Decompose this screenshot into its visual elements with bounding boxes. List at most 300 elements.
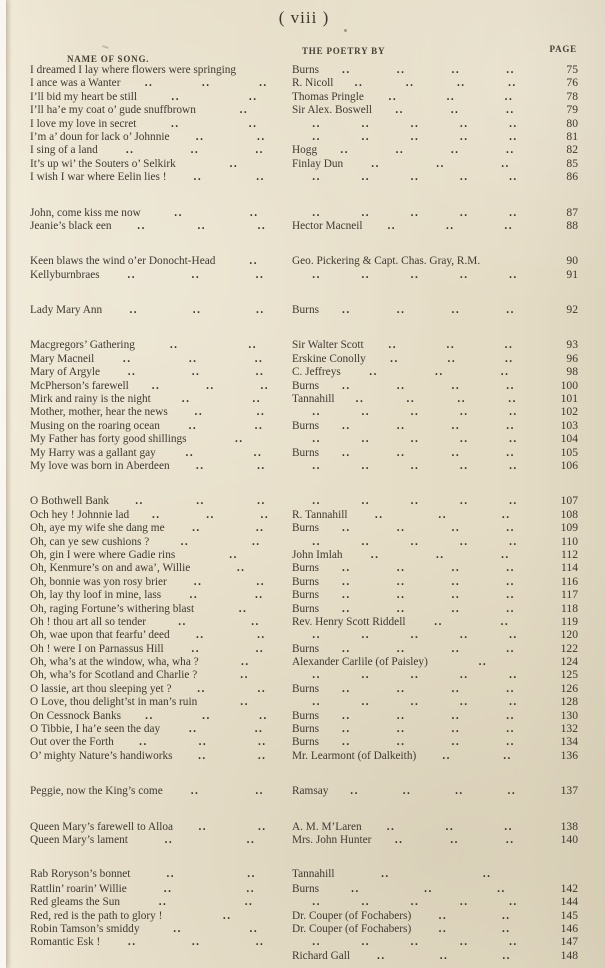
leader-dots: .. [191, 268, 201, 281]
leader-dots: .. [509, 433, 518, 446]
leader-dots: .. [249, 255, 259, 268]
leader-dots: .. [127, 268, 137, 281]
poetry-author-zone [292, 304, 538, 317]
leader-dots: .. [249, 922, 259, 935]
poetry-author: Finlay Dun [292, 157, 344, 170]
poetry-author: Hector Macneil [292, 219, 363, 232]
poetry-author: Burns [292, 709, 319, 722]
leader-dots: .. [500, 615, 510, 628]
poetry-author-zone [292, 509, 538, 522]
leader-dots: .. [509, 535, 518, 548]
page-number: 142 [560, 881, 578, 895]
page-number: 103 [560, 418, 578, 432]
leader-dots: .. [459, 406, 469, 419]
song-title-zone [30, 834, 292, 847]
song-title: I dreamed I lay where flowers were springing [30, 64, 237, 76]
leader-dots: .. [342, 642, 351, 655]
index-row [30, 219, 578, 232]
poetry-author: A. M. M’Laren [292, 820, 362, 833]
page-number: 117 [561, 588, 578, 602]
leader-dots: .. [196, 495, 205, 508]
leader-dots: .. [241, 656, 250, 669]
leader-dots: .. [188, 352, 198, 365]
leader-dots: .. [188, 723, 198, 736]
leader-dots: .. [410, 117, 420, 130]
song-title-zone [30, 255, 292, 268]
index-row [30, 868, 578, 881]
leader-dots: .. [240, 669, 249, 682]
poetry-author-zone [292, 144, 538, 157]
song-title: Lady Mary Ann [30, 304, 103, 317]
leader-dots: .. [386, 820, 396, 833]
song-title-zone [30, 910, 292, 923]
song-title: Oh ! were I on Parnassus Hill [30, 642, 164, 655]
leader-dots: .. [198, 820, 208, 833]
leader-dots: .. [396, 589, 406, 602]
leader-dots: .. [139, 736, 148, 749]
song-title: Robin Tamson’s smiddy [30, 922, 140, 935]
song-title: Peggie, now the King’s come [30, 785, 163, 798]
leader-dots: .. [450, 104, 460, 117]
song-title: Oh, wha’s for Scotland and Charlie ? [30, 669, 198, 682]
leader-dots: .. [451, 562, 461, 575]
poetry-author: Erskine Conolly [292, 352, 366, 365]
song-title-zone [30, 158, 292, 171]
page-number: 102 [560, 405, 578, 419]
leader-dots: .. [180, 535, 190, 548]
leader-dots: .. [497, 882, 506, 895]
leader-dots: .. [504, 352, 514, 365]
poetry-author: Ramsay [292, 785, 329, 798]
column-headers [30, 43, 578, 63]
leader-dots: .. [197, 682, 206, 695]
song-title: McPherson’s farewell [30, 379, 129, 392]
index-row [30, 895, 578, 908]
leader-dots: .. [254, 589, 264, 602]
leader-dots: .. [455, 785, 464, 798]
leader-dots: .. [459, 459, 469, 472]
leader-dots: .. [342, 64, 351, 76]
poetry-author-zone [292, 750, 538, 763]
page-number: 107 [560, 494, 578, 508]
poetry-author: Sir Alex. Boswell [292, 104, 373, 117]
page-number: 88 [566, 218, 578, 232]
index-row [30, 561, 578, 574]
song-title: My Harry was a gallant gay [30, 446, 156, 459]
page-number: 79 [566, 103, 578, 117]
song-title: Keen blaws the wind o’er Donocht-Head [30, 255, 216, 268]
song-title: I’ll ha’e my coat o’ gude snuffbrown [30, 104, 196, 117]
song-title-zone [30, 447, 292, 460]
leader-dots: .. [410, 535, 420, 548]
leader-dots: .. [459, 268, 469, 281]
leader-dots: .. [396, 562, 406, 575]
index-row [30, 602, 578, 615]
page-number: 91 [566, 267, 578, 281]
leader-dots: .. [255, 522, 265, 535]
leader-dots: .. [234, 433, 244, 446]
song-title: I ance was a Wanter [30, 77, 121, 90]
index-row [30, 668, 578, 681]
song-title-zone [30, 207, 292, 220]
leader-dots: .. [451, 642, 461, 655]
leader-dots: .. [361, 535, 371, 548]
leader-dots: .. [410, 130, 420, 143]
leader-dots: .. [244, 896, 254, 909]
song-title-zone [30, 723, 292, 736]
leader-dots: .. [451, 575, 461, 588]
leader-dots: .. [410, 696, 420, 709]
leader-dots: .. [396, 709, 406, 722]
song-title-zone [30, 576, 292, 589]
leader-dots: .. [192, 304, 202, 317]
song-title-zone [30, 669, 292, 682]
leader-dots: .. [206, 379, 215, 392]
leader-dots: .. [509, 206, 518, 219]
leader-dots: .. [255, 642, 265, 655]
leader-dots: .. [506, 723, 515, 736]
song-title: Rab Roryson’s bonnet [30, 868, 131, 881]
leader-dots: .. [342, 304, 351, 317]
index-section [30, 303, 578, 316]
index-row [30, 206, 578, 219]
index-table-body [30, 63, 578, 962]
leader-dots: .. [451, 709, 461, 722]
song-title-zone [30, 393, 292, 406]
poetry-author-zone [292, 255, 538, 268]
poetry-author-zone [292, 447, 538, 460]
leader-dots: .. [405, 77, 415, 90]
poetry-author-zone [292, 495, 538, 508]
index-row [30, 143, 578, 156]
leader-dots: .. [451, 682, 461, 695]
leader-dots: .. [395, 104, 405, 117]
leader-dots: .. [312, 268, 321, 281]
poetry-author: Alexander Carlile (of Paisley) [292, 656, 428, 669]
poetry-author: Burns [292, 64, 319, 76]
leader-dots: .. [247, 868, 256, 881]
index-section [30, 206, 578, 233]
poetry-author-zone [292, 207, 538, 220]
page-number: 90 [566, 254, 578, 268]
leader-dots: .. [342, 589, 351, 602]
leader-dots: .. [312, 206, 321, 219]
index-row [30, 419, 578, 432]
page-number: 82 [566, 143, 578, 157]
leader-dots: .. [246, 882, 256, 895]
song-title-zone [30, 603, 292, 616]
song-title-zone [30, 171, 292, 184]
poetry-author-zone [292, 339, 538, 352]
leader-dots: .. [506, 64, 515, 76]
leader-dots: .. [502, 949, 512, 962]
page-number: 109 [560, 521, 578, 535]
poetry-author: Burns [292, 602, 319, 615]
leader-dots: .. [195, 130, 205, 143]
song-title: O lassie, art thou sleeping yet ? [30, 682, 172, 695]
leader-dots: .. [259, 709, 268, 722]
poetry-author-zone [292, 104, 538, 117]
poetry-author-zone [292, 656, 538, 669]
leader-dots: .. [459, 629, 469, 642]
song-title-zone [30, 683, 292, 696]
leader-dots: .. [145, 709, 154, 722]
song-title-zone [30, 589, 292, 602]
song-title-zone [30, 509, 292, 522]
index-row [30, 365, 578, 378]
leader-dots: .. [257, 459, 266, 472]
index-row [30, 63, 578, 76]
poetry-author-zone [292, 353, 538, 366]
poetry-author-zone [292, 366, 538, 379]
song-title-zone [30, 936, 292, 949]
leader-dots: .. [164, 833, 174, 846]
leader-dots: .. [257, 736, 267, 749]
poetry-author: Dr. Couper (of Fochabers) [292, 922, 412, 935]
song-title-zone [30, 821, 292, 834]
leader-dots: .. [402, 785, 412, 798]
song-title-zone [30, 420, 292, 433]
song-title: I love my love in secret [30, 117, 137, 130]
leader-dots: .. [424, 882, 433, 895]
leader-dots: .. [191, 642, 201, 655]
poetry-author: Burns [292, 575, 319, 588]
song-title: It’s up wi’ the Souters o’ Selkirk [30, 157, 176, 170]
song-title: Romantic Esk ! [30, 936, 101, 949]
leader-dots: .. [178, 615, 187, 628]
column-header-name-of-song: NAME OF SONG. [67, 54, 150, 64]
leader-dots: .. [446, 90, 456, 103]
leader-dots: .. [144, 77, 154, 90]
page-number: 78 [566, 89, 578, 103]
poetry-author-zone [292, 629, 538, 642]
song-title-zone [30, 923, 292, 936]
page-number: 98 [566, 365, 578, 379]
leader-dots: .. [206, 508, 215, 521]
leader-dots: .. [447, 352, 457, 365]
leader-dots: .. [445, 820, 455, 833]
leader-dots: .. [312, 629, 321, 642]
leader-dots: .. [451, 64, 461, 76]
poetry-author-zone [292, 643, 538, 656]
leader-dots: .. [351, 882, 360, 895]
index-row [30, 494, 578, 507]
leader-dots: .. [251, 615, 260, 628]
leader-dots: .. [190, 144, 200, 157]
poetry-author: Tannahill [292, 868, 335, 881]
leader-dots: .. [174, 206, 183, 219]
leader-dots: .. [361, 495, 371, 508]
page-number: 144 [560, 895, 578, 909]
leader-dots: .. [500, 366, 510, 379]
song-title: Oh, can ye sew cushions ? [30, 535, 150, 548]
poetry-author: Richard Gall [292, 949, 351, 962]
leader-dots: .. [229, 157, 239, 170]
index-row [30, 76, 578, 89]
poetry-author-zone [292, 950, 538, 963]
leader-dots: .. [396, 419, 406, 432]
song-title: Oh, wha’s at the window, wha, wha ? [30, 656, 199, 669]
song-title: I’ll bid my heart be still [30, 90, 137, 103]
leader-dots: .. [459, 206, 469, 219]
leader-dots: .. [259, 77, 268, 90]
index-row [30, 446, 578, 459]
leader-dots: .. [361, 171, 371, 184]
leader-dots: .. [388, 339, 398, 352]
leader-dots: .. [410, 936, 420, 949]
song-title-zone [30, 406, 292, 419]
leader-dots: .. [342, 562, 351, 575]
leader-dots: .. [506, 562, 515, 575]
song-title-zone [30, 339, 292, 352]
poetry-author-zone [292, 460, 538, 473]
leader-dots: .. [506, 709, 515, 722]
leader-dots: .. [248, 117, 258, 130]
leader-dots: .. [509, 130, 518, 143]
page-number: 85 [566, 156, 578, 170]
page-number: 110 [561, 534, 578, 548]
leader-dots: .. [459, 936, 469, 949]
index-row [30, 642, 578, 655]
poetry-author-zone [292, 736, 538, 749]
leader-dots: .. [257, 219, 267, 232]
index-row [30, 575, 578, 588]
leader-dots: .. [312, 495, 321, 508]
song-title-zone [30, 118, 292, 131]
leader-dots: .. [508, 393, 517, 406]
leader-dots: .. [450, 144, 460, 157]
index-row [30, 695, 578, 708]
leader-dots: .. [410, 669, 420, 682]
leader-dots: .. [445, 219, 455, 232]
song-title-zone [30, 562, 292, 575]
leader-dots: .. [166, 868, 176, 881]
song-title-zone [30, 710, 292, 723]
song-title: O’ mighty Nature’s handiworks [30, 749, 173, 762]
leader-dots: .. [505, 833, 515, 846]
leader-dots: .. [253, 446, 263, 459]
page-number: 75 [566, 63, 578, 76]
song-title-zone [30, 77, 292, 90]
poetry-author-zone [292, 910, 538, 923]
leader-dots: .. [312, 130, 321, 143]
leader-dots: .. [410, 459, 420, 472]
leader-dots: .. [189, 589, 199, 602]
leader-dots: .. [185, 446, 195, 459]
leader-dots: .. [435, 548, 445, 561]
song-title: Oh, gin I were where Gadie rins [30, 548, 176, 561]
song-title: Oh, raging Fortune’s withering blast [30, 602, 195, 615]
song-title-zone [30, 696, 292, 709]
leader-dots: .. [509, 669, 518, 682]
page-number: 86 [566, 170, 578, 184]
leader-dots: .. [438, 508, 448, 521]
leader-dots: .. [361, 206, 371, 219]
index-row [30, 392, 578, 405]
leader-dots: .. [406, 393, 416, 406]
leader-dots: .. [506, 522, 515, 535]
leader-dots: .. [459, 896, 469, 909]
leader-dots: .. [249, 206, 259, 219]
leader-dots: .. [509, 117, 518, 130]
leader-dots: .. [396, 602, 406, 615]
leader-dots: .. [191, 936, 201, 949]
leader-dots: .. [256, 406, 266, 419]
song-title-zone [30, 131, 292, 144]
index-section [30, 254, 578, 281]
leader-dots: .. [396, 304, 406, 317]
poetry-author: R. Tannahill [292, 508, 348, 521]
poetry-author-zone [292, 868, 538, 881]
song-title: Oh, lay thy loof in mine, lass [30, 589, 162, 602]
leader-dots: .. [396, 682, 406, 695]
page-number: 138 [560, 819, 578, 833]
leader-dots: .. [246, 833, 256, 846]
leader-dots: .. [506, 575, 515, 588]
index-row [30, 882, 578, 895]
poetry-author-zone [292, 522, 538, 535]
page-number: 81 [566, 129, 578, 143]
leader-dots: .. [509, 495, 518, 508]
song-title-zone [30, 220, 292, 233]
leader-dots: .. [509, 171, 518, 184]
leader-dots: .. [451, 736, 461, 749]
poetry-author: Hogg [292, 144, 318, 157]
leader-dots: .. [122, 352, 132, 365]
leader-dots: .. [257, 495, 266, 508]
leader-dots: .. [312, 171, 321, 184]
leader-dots: .. [312, 459, 321, 472]
leader-dots: .. [503, 749, 512, 762]
leader-dots: .. [450, 833, 460, 846]
poetry-author: Burns [292, 522, 319, 535]
page-number: 146 [560, 921, 578, 935]
song-title-zone [30, 353, 292, 366]
leader-dots: .. [195, 459, 205, 472]
poetry-author: Burns [292, 589, 319, 602]
leader-dots: .. [252, 393, 262, 406]
leader-dots: .. [127, 936, 137, 949]
index-row [30, 338, 578, 351]
poetry-author-zone [292, 393, 538, 406]
page-number: 120 [560, 628, 578, 642]
index-row [30, 922, 578, 935]
poetry-author-zone [292, 131, 538, 144]
leader-dots: .. [312, 896, 321, 909]
song-title: Oh, aye my wife she dang me [30, 522, 165, 535]
leader-dots: .. [509, 936, 518, 949]
page-number: 106 [560, 458, 578, 472]
song-title: O Bothwell Bank [30, 495, 110, 508]
index-row [30, 935, 578, 948]
leader-dots: .. [396, 575, 406, 588]
page-number: 105 [560, 445, 578, 459]
poetry-author-zone [292, 785, 538, 798]
poetry-author-zone [292, 710, 538, 723]
song-title: Out over the Forth [30, 736, 114, 749]
leader-dots: .. [193, 171, 203, 184]
leader-dots: .. [361, 936, 371, 949]
leader-dots: .. [439, 949, 449, 962]
leader-dots: .. [482, 868, 492, 881]
song-title: Kellyburnbraes [30, 268, 100, 281]
leader-dots: .. [361, 696, 371, 709]
song-title-zone [30, 868, 292, 881]
page-number: 116 [561, 574, 578, 588]
leader-dots: .. [312, 433, 321, 446]
leader-dots: .. [195, 629, 205, 642]
leader-dots: .. [410, 629, 420, 642]
